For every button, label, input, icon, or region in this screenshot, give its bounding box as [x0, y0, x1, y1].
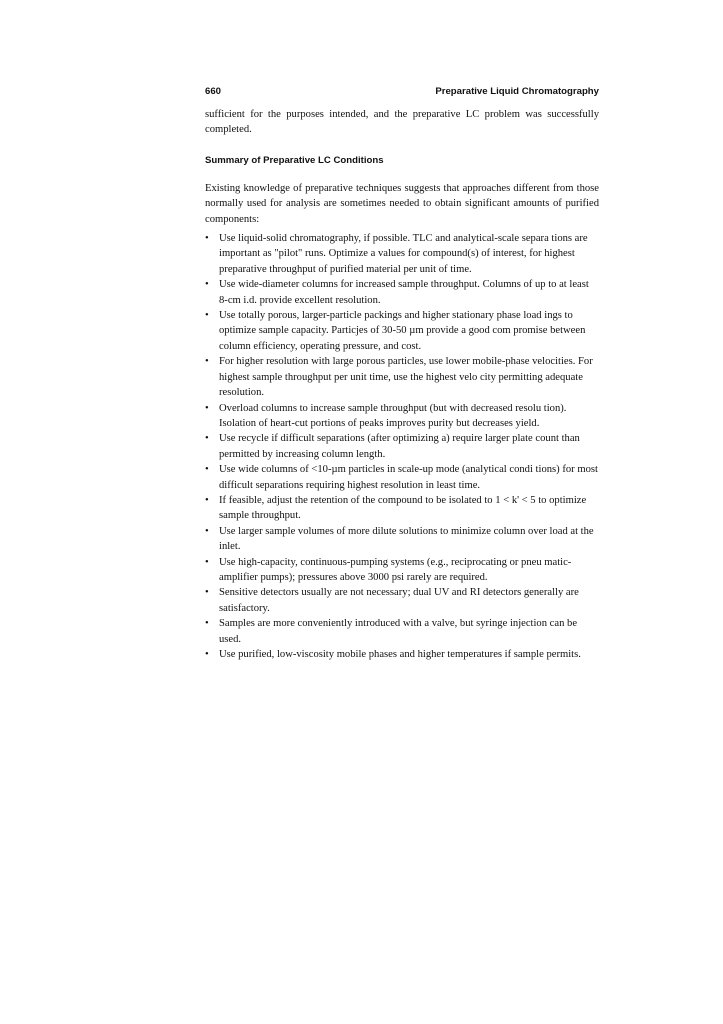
list-item-text: Use larger sample volumes of more dilute solutions to minimize column over load at the inlet. — [219, 525, 594, 553]
bullet-icon: • — [205, 402, 209, 414]
list-item-text: Use wide columns of <10-µm particles in scale-up mode (analytical condi tions) for most difficult separations requiring highest resolution in least time. — [219, 464, 598, 491]
bullet-icon: • — [205, 649, 209, 660]
bullet-icon: • — [205, 525, 209, 537]
section-heading: Summary of Preparative LC Conditions — [205, 154, 384, 166]
list-item — [205, 616, 599, 647]
conditions-list — [205, 231, 599, 662]
continued-paragraph: sufficient for the purposes intended, and the preparative LC problem was successfully completed. — [205, 109, 599, 136]
bullet-icon: • — [205, 494, 209, 506]
list-item-text: Sensitive detectors usually are not necessary; dual UV and RI detectors generally are satisfactory. — [219, 587, 579, 614]
bullet-icon: • — [205, 618, 209, 630]
bullet-icon: • — [205, 356, 209, 368]
list-item-text: Use purified, low-viscosity mobile phases and higher temperatures if sample permits. — [219, 649, 581, 660]
list-item-text: Overload columns to increase sample throughput (but with decreased resolu tion). Isolation of heart-cut portions of peaks improves purity but decreases yield. — [219, 402, 567, 429]
list-item — [205, 277, 599, 308]
list-item — [205, 493, 599, 524]
page-number: 660 — [205, 86, 222, 97]
bullet-icon: • — [205, 279, 209, 291]
list-item-text: For higher resolution with large porous particles, use lower mobile-phase velocities. For highest sample throughput per unit time, use the highest velo city permitting adequate resolution. — [219, 356, 593, 399]
running-title: Preparative Liquid Chromatography — [435, 86, 599, 97]
list-item-text: Use recycle if difficult separations (after optimizing a) require larger plate count than permitted by increasing column length. — [219, 433, 580, 460]
bullet-icon: • — [205, 433, 209, 445]
list-item-text: Use totally porous, larger-particle packings and higher stationary phase load ings to optimize sample capacity. Particjes of 30-50 µm provide a good com promise between column efficiency, operating pressure, and cost. — [219, 310, 586, 352]
list-item — [205, 585, 599, 616]
list-item — [205, 401, 599, 432]
bullet-icon: • — [205, 587, 209, 599]
list-item-text: If feasible, adjust the retention of the compound to be isolated to 1 < k' < 5 to optimize sample throughput. — [219, 494, 587, 522]
bullet-icon: • — [205, 310, 209, 322]
list-item — [205, 431, 599, 462]
list-item-text: Use high-capacity, continuous-pumping systems (e.g., reciprocating or pneu matic-amplifier pumps); pressures above 3000 psi rarely are required. — [219, 556, 572, 583]
running-head — [205, 86, 599, 98]
list-item — [205, 462, 599, 493]
bullet-icon: • — [205, 556, 209, 568]
list-item — [205, 647, 599, 662]
list-item — [205, 354, 599, 400]
list-item — [205, 308, 599, 354]
list-item-text: Use wide-diameter columns for increased sample throughput. Columns of up to at least 8-cm i.d. provide excellent resolution. — [219, 279, 589, 306]
list-item — [205, 524, 599, 555]
bullet-icon: • — [205, 233, 209, 245]
list-item — [205, 231, 599, 277]
book-page — [205, 86, 599, 662]
section-intro: Existing knowledge of preparative techniques suggests that approaches different from those normally used for analysis are sometimes needed to obtain significant amounts of purified components: — [205, 182, 599, 225]
list-item-text: Samples are more conveniently introduced with a valve, but syringe injection can be used. — [219, 618, 578, 645]
list-item — [205, 555, 599, 586]
list-item-text: Use liquid-solid chromatography, if possible. TLC and analytical-scale separa tions are important as "pilot" runs. Optimize a values for compound(s) of interest, for highest preparative throughput of purified material per unit of time. — [219, 233, 588, 275]
bullet-icon: • — [205, 464, 209, 476]
